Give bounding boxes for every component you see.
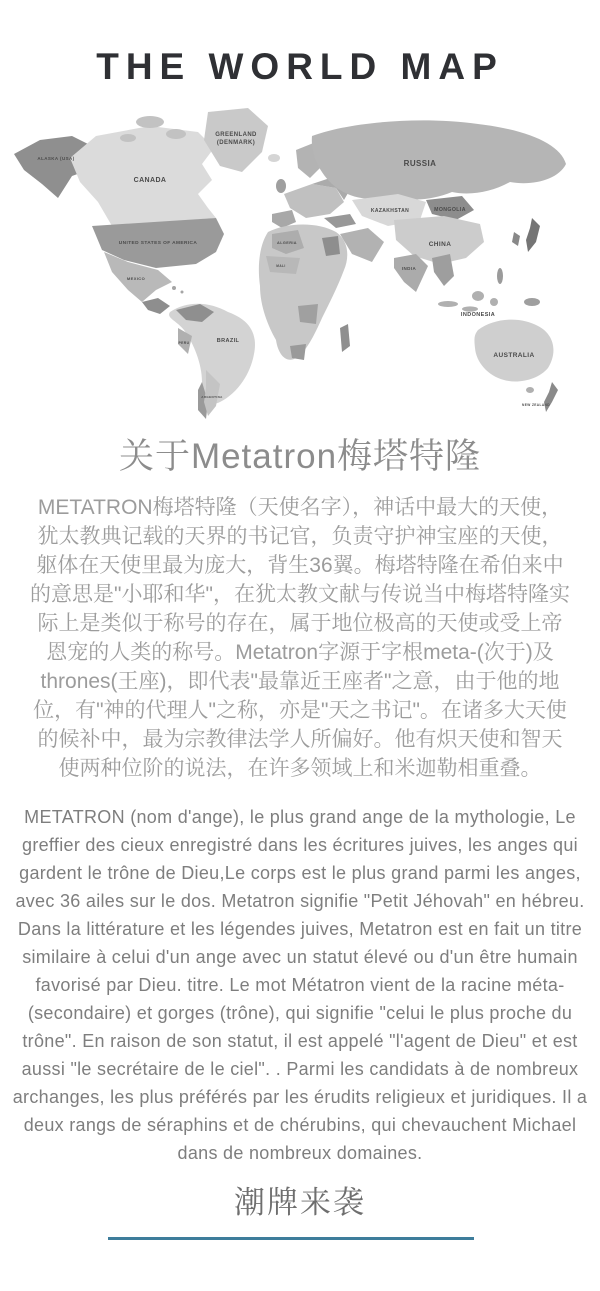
map-turkey <box>324 214 356 228</box>
map-label-argentina: ARGENTINA <box>201 395 223 399</box>
map-australia <box>474 320 553 382</box>
chinese-paragraph: METATRON梅塔特隆（天使名字），神话中最大的天使，犹太教典记载的天界的书记官，负责守护神宝座的天使，躯体在天使里最为庞大，背生36翼。梅塔特隆在希伯来中的意思是"小耶和华"，在犹太教文献与传说当中梅塔特隆实际上是类似于称号的存在，属于地位极高的天使或受上帝恩宠的人类的称号。Metatron字源于字根meta-(次于)及thrones(王座)，即代表"最靠近王座者"之意，由于他的地位，有"神的代理人"之称，亦是"天之书记"。在诸多大天使的候补中，最为宗教律法学人所偏好。他有炽天使和智天使两种位阶的说法，在许多领域上和米迦勒相重叠。 <box>30 496 570 780</box>
bottom-heading: 潮牌来袭 <box>234 1185 366 1220</box>
map-philippines <box>497 268 503 284</box>
map-japan <box>526 218 540 252</box>
map-label-indonesia: INDONESIA <box>460 312 496 318</box>
map-label-china: CHINA <box>428 241 452 248</box>
map-arctic-island <box>120 134 136 142</box>
map-label-mali: MALI <box>276 264 286 268</box>
map-label-russia: RUSSIA <box>403 159 437 168</box>
map-new-guinea <box>524 298 540 306</box>
map-borneo <box>472 291 484 301</box>
map-label-australia: AUSTRALIA <box>493 352 535 359</box>
map-uk <box>276 179 286 193</box>
map-label-algeria: ALGERIA <box>277 241 297 245</box>
map-label-canada: CANADA <box>133 177 167 184</box>
map-arctic-island <box>166 129 186 139</box>
map-label-kazakhstan: KAZAKHSTAN <box>370 208 410 214</box>
map-label-greenland2: (DENMARK) <box>216 140 256 146</box>
map-sumatra <box>438 301 458 307</box>
map-label-usa: UNITED STATES OF AMERICA <box>118 241 198 246</box>
map-madagascar <box>340 324 350 352</box>
map-java <box>462 306 478 311</box>
map-label-india: INDIA <box>401 266 417 271</box>
map-sulawesi <box>490 298 498 306</box>
about-heading: 关于Metatron梅塔特隆 <box>118 437 482 476</box>
map-russia <box>312 120 566 199</box>
map-central-america <box>142 298 170 314</box>
map-indochina <box>432 254 454 286</box>
accent-divider <box>108 1237 474 1240</box>
map-label-brazil: BRAZIL <box>216 338 240 344</box>
map-label-peru: PERU <box>178 341 190 345</box>
world-map-svg <box>0 106 600 421</box>
map-label-mexico: MEXICO <box>126 276 146 281</box>
map-korea <box>512 232 520 246</box>
french-paragraph: METATRON (nom d'ange), le plus grand ange de la mythologie, Le greffier des cieux enregistré dans les écritures juives, les anges qui gardent le trône de Dieu,Le corps est le plus grand parmi les anges, avec 36 ailes sur le dos. Metatron signifie "Petit Jéhovah" en hébreu. Dans la littérature et les légendes juives, Metatron est en fait un titre similaire à celui d'un ange avec un statut élevé ou d'un être humain favorisé par Dieu. titre. Le mot Métatron vient de la racine méta- (secondaire) et gorges (trône), qui signifie "celui le plus proche du trône". En raison de son statut, il est appelé "l'agent de Dieu" et est aussi "le secrétaire de le ciel". . Parmi les candidats à de nombreux archanges, les plus préférés par les érudits religieux et juridiques. Il a deux rangs de séraphins et de chérubins, qui chevauchent Michael dans de nombreux domaines. <box>12 807 588 1163</box>
map-tasmania <box>526 387 534 393</box>
map-canada <box>70 126 216 226</box>
map-india <box>394 254 428 292</box>
map-label-greenland: GREENLAND <box>215 132 257 138</box>
map-label-mongolia: MONGOLIA <box>434 207 466 213</box>
map-new-zealand <box>544 382 558 412</box>
map-iceland <box>268 154 280 162</box>
world-map <box>0 106 600 421</box>
map-caribbean <box>181 291 184 294</box>
map-congo <box>298 304 318 324</box>
map-label-new-zealand: NEW ZEALAND <box>522 403 550 407</box>
map-label-alaska: ALASKA (USA) <box>37 156 75 161</box>
page-title: THE WORLD MAP <box>96 46 504 87</box>
map-south-africa <box>290 344 306 360</box>
map-caribbean <box>172 286 176 290</box>
map-arctic-island <box>136 116 164 128</box>
map-europe <box>284 184 344 218</box>
